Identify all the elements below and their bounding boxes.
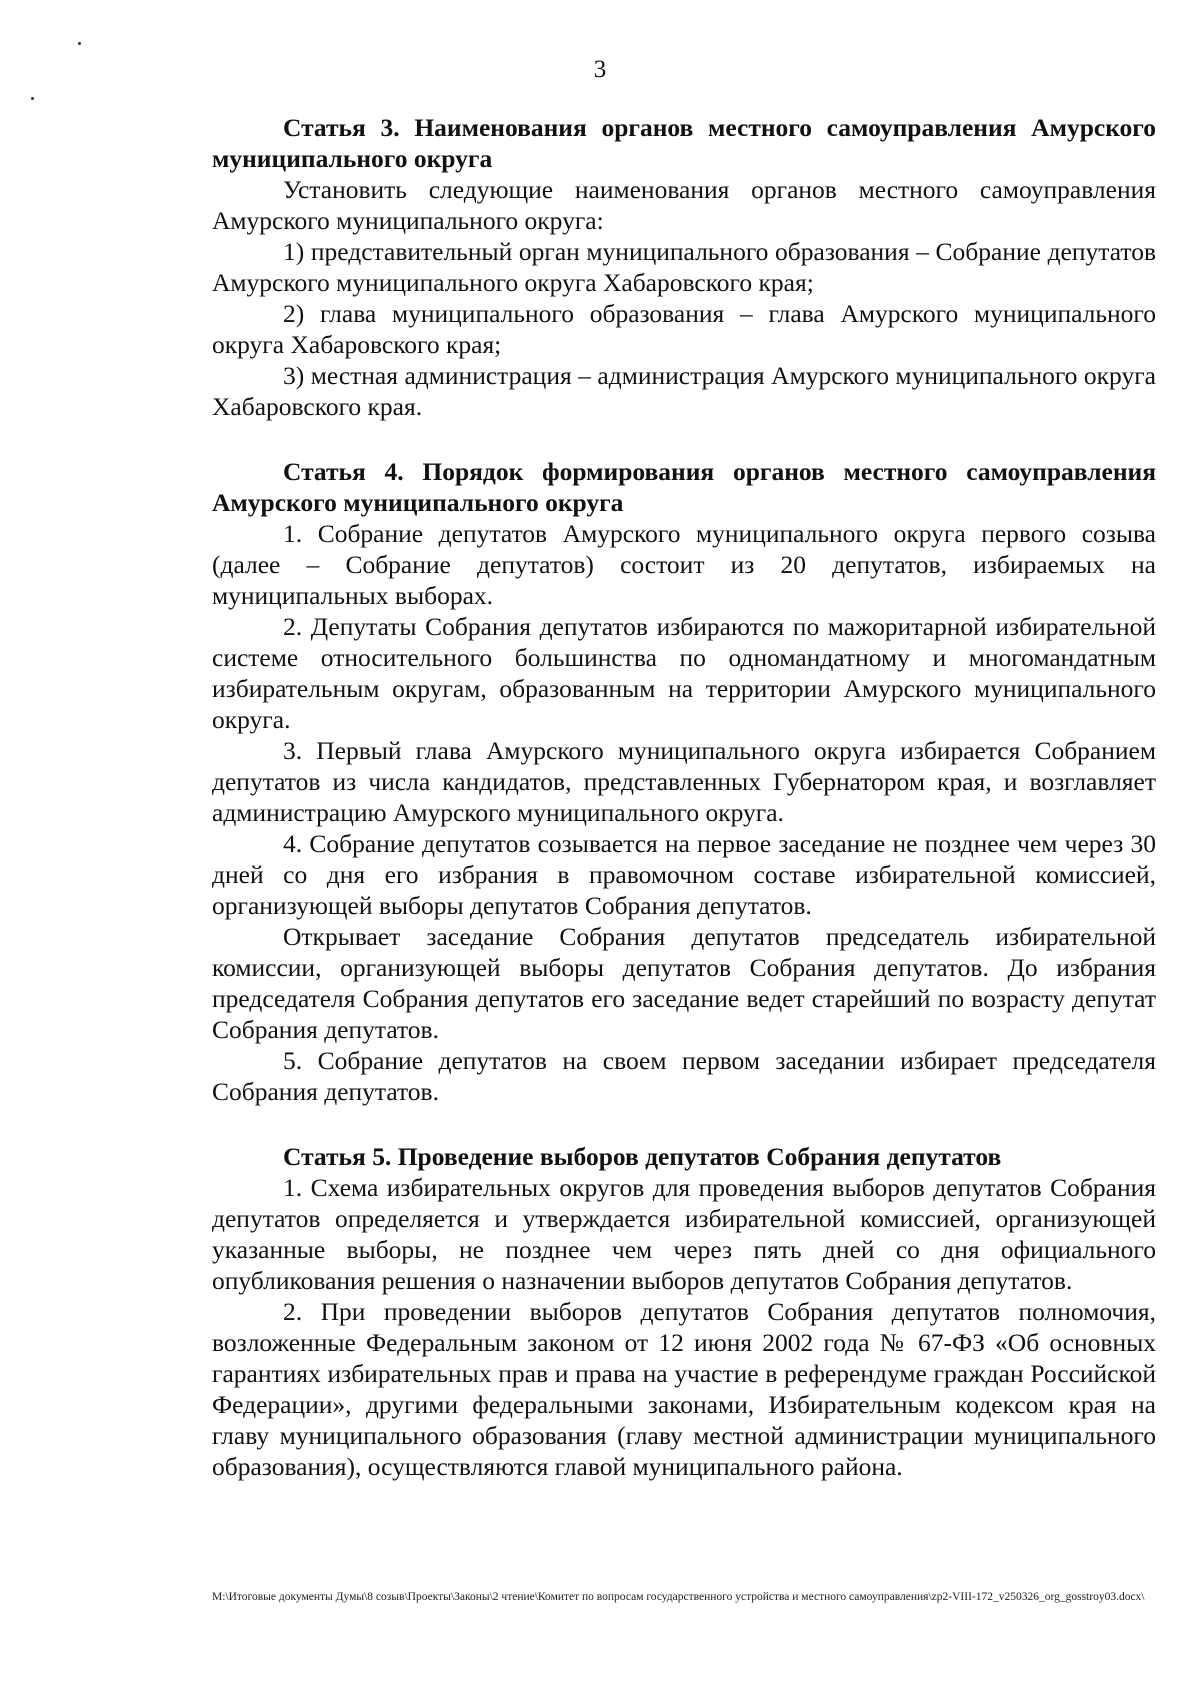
article-paragraph: 2. Депутаты Собрания депутатов избираются по мажоритарной избирательной системе относительного большинства по одномандатному и многомандатным избирательным округам, образованным на территории Амурского муниципального округа. [212,612,1156,734]
article-paragraph: 1) представительный орган муниципального образования – Собрание депутатов Амурского муниципального округа Хабаровского края; [212,237,1156,297]
scan-speck [78,42,81,45]
article-paragraph: 1. Схема избирательных округов для проведения выборов депутатов Собрания депутатов определяется и утверждается избирательной комиссией, организующей указанные выборы, не позднее чем через пять дней со дня официального опубликования решения о назначении выборов депутатов Собрания депутатов. [212,1173,1156,1295]
article-paragraph: Открывает заседание Собрания депутатов председатель избирательной комиссии, организующей выборы депутатов Собрания депутатов. До избрания председателя Собрания депутатов его заседание ведет старейший по возрасту депутат Собрания депутатов. [212,922,1156,1044]
article-paragraph: 4. Собрание депутатов созывается на первое заседание не позднее чем через 30 дней со дня его избрания в правомочном составе избирательной комиссией, организующей выборы депутатов Собрания депутатов. [212,829,1156,920]
article-paragraph: 2) глава муниципального образования – глава Амурского муниципального округа Хабаровского края; [212,299,1156,359]
document-body [212,112,1156,1482]
article-5 [212,1141,1156,1482]
article-paragraph: 5. Собрание депутатов на своем первом заседании избирает председателя Собрания депутатов. [212,1046,1156,1106]
article-4 [212,456,1156,1107]
article-paragraph: 3. Первый глава Амурского муниципального округа избирается Собранием депутатов из числа кандидатов, представленных Губернатором края, и возглавляет администрацию Амурского муниципального округа. [212,736,1156,827]
article-3 [212,112,1156,422]
scan-speck [31,97,34,100]
article-heading: Статья 5. Проведение выборов депутатов Собрания депутатов [283,1142,1002,1171]
article-heading: Статья 4. Порядок формирования органов местного самоуправления Амурского муниципального округа [212,457,1156,517]
page-number: 3 [593,56,607,83]
article-paragraph: Установить следующие наименования органов местного самоуправления Амурского муниципального округа: [212,175,1156,235]
article-heading: Статья 3. Наименования органов местного самоуправления Амурского муниципального округа [212,113,1156,173]
article-paragraph: 1. Собрание депутатов Амурского муниципального округа первого созыва (далее – Собрание депутатов) состоит из 20 депутатов, избираемых на муниципальных выборах. [212,519,1156,610]
article-paragraph: 2. При проведении выборов депутатов Собрания депутатов полномочия, возложенные Федеральным законом от 12 июня 2002 года № 67-ФЗ «Об основных гарантиях избирательных прав и права на участие в референдуме граждан Российской Федерации», другими федеральными законами, Избирательным кодексом края на главу муниципального образования (главу местной администрации муниципального образования), осуществляются главой муниципального района. [212,1297,1156,1481]
file-path-footer: M:\Итоговые документы Думы\8 созыв\Проекты\Законы\2 чтение\Комитет по вопросам государственного устройства и местного самоуправления\zp2-VIII-172_v250326_org_gosstroy03.docx\ [212,1591,1145,1603]
article-paragraph: 3) местная администрация – администрация Амурского муниципального округа Хабаровского края. [212,361,1156,421]
